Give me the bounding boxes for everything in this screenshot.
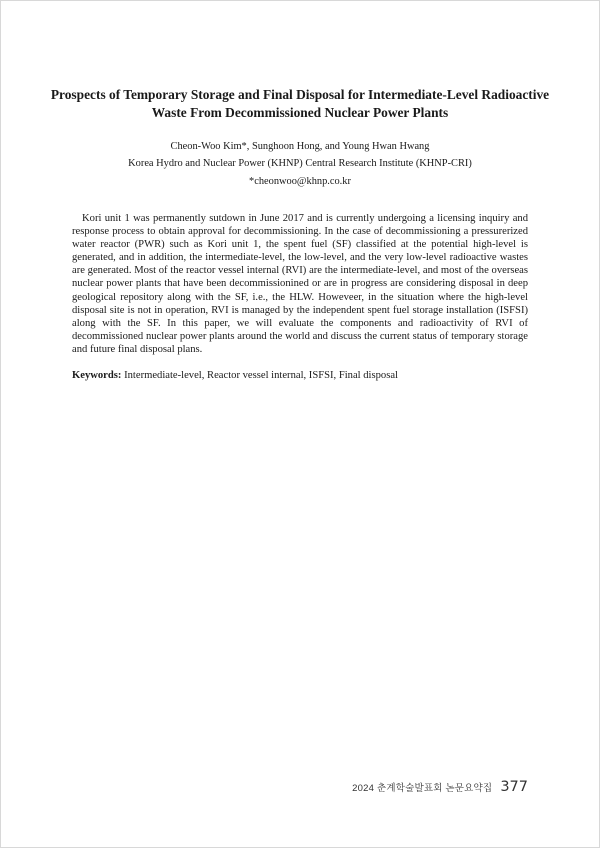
journal-name: 2024 춘계학술발표회 논문요약집 [352, 783, 493, 794]
abstract-paragraph: Kori unit 1 was permanently sutdown in June 2017 and is currently undergoing a licensing inquiry and response process to obtain approval for decommissioning. In the case of decommissioning a pressurerized water reactor (PWR) such as Kori unit 1, the spent fuel (SF) classified at the potential high-level is generated, and in addition, the intermediate-level, the low-level, and the very low-level radioactive wastes are generated. Most of the reactor vessel internal (RVI) are the intermediate-level, and most of the overseas nuclear power plants that have been decommissionined or are in progress are considering disposal in deep geological repository along with the SF, i.e., the HLW. Howeveer, in the situation where the high-level disposal site is not in operation, RVI is managed by the independent spent fuel storage installation (ISFSI) along with the SF. In this paper, we will evaluate the components and radioactivity of RVI of decommissioned nuclear power plants around the world and discuss the current status of temporary storage and future final disposal plans. [72, 213, 528, 355]
author-list: Cheon-Woo Kim*, Sunghoon Hong, and Young Hwan Hwang [170, 141, 430, 152]
author-affiliation: Korea Hydro and Nuclear Power (KHNP) Central Research Institute (KHNP-CRI) [128, 158, 472, 169]
page-footer [352, 779, 528, 795]
keywords-line [72, 369, 528, 382]
keywords-label: Keywords: [72, 370, 122, 381]
corresponding-email: *cheonwoo@khnp.co.kr [249, 176, 351, 187]
paper-title: Prospects of Temporary Storage and Final Disposal for Intermediate-Level Radioactive Waste From Decommissioned Nuclear Power Plants [50, 87, 550, 120]
keywords-text: Intermediate-level, Reactor vessel internal, ISFSI, Final disposal [124, 370, 398, 381]
page-number: 377 [500, 779, 528, 795]
